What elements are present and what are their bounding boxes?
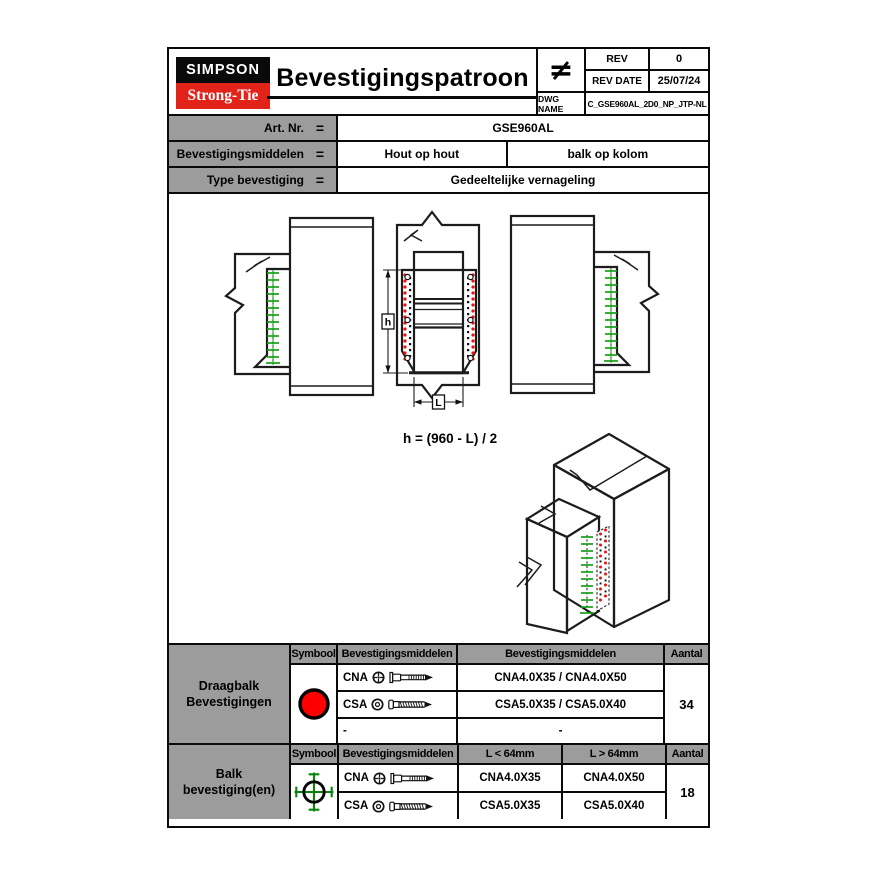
revision-block xyxy=(536,49,708,114)
balk-table xyxy=(169,743,708,819)
type-bevestiging-label: Type bevestiging xyxy=(206,173,304,187)
balk-op-kolom-value: balk op kolom xyxy=(506,142,708,166)
rev-date-label: REV DATE xyxy=(586,71,650,93)
logo-strongtie: Strong-Tie xyxy=(176,83,270,109)
dim-l-label: L xyxy=(435,396,442,409)
art-nr-label: Art. Nr. xyxy=(263,121,304,135)
csa-code-2: CSA xyxy=(344,800,369,812)
csa-code: CSA xyxy=(343,698,368,711)
bevestigingsmiddelen-header-2: Bevestigingsmiddelen xyxy=(458,645,663,665)
sheet-title-cell xyxy=(270,49,535,114)
aantal-header: Aantal xyxy=(665,645,708,665)
title-block xyxy=(169,49,708,116)
page-title: Bevestigingspatroon xyxy=(267,64,537,99)
screw-icon xyxy=(389,800,435,813)
nail-head-icon xyxy=(373,772,386,785)
cna-l-small: CNA4.0X35 xyxy=(459,765,561,793)
cna-fastener-row xyxy=(338,665,456,692)
balk-symbol-cell xyxy=(291,765,337,819)
draagbalk-row-label: Draagbalk Bevestigingen xyxy=(169,645,291,743)
info-row-art-nr xyxy=(169,116,708,142)
dim-h-label: h xyxy=(384,316,392,329)
rev-date-value: 25/07/24 xyxy=(650,71,708,93)
art-nr-value: GSE960AL xyxy=(492,121,554,135)
side-view-left xyxy=(224,216,390,398)
height-formula: h = (960 - L) / 2 xyxy=(403,431,498,446)
csa-fastener-row-2 xyxy=(339,793,457,819)
crosshair-icon xyxy=(291,769,337,815)
symbool-header: Symbool xyxy=(291,645,336,665)
iso-nail-strip xyxy=(597,526,609,611)
aantal-header-2: Aantal xyxy=(667,745,708,765)
drawing-area xyxy=(169,194,708,643)
red-circle-icon xyxy=(294,684,334,724)
simpson-strongtie-logo xyxy=(176,57,270,109)
dimension-l xyxy=(414,377,463,409)
isometric-view xyxy=(511,428,701,638)
dwg-name-value: C_GSE960AL_2D0_NP_JTP-NL xyxy=(587,98,707,109)
dimension-h xyxy=(382,270,408,373)
csa-fastener-row xyxy=(338,692,456,719)
draagbalk-table xyxy=(169,643,708,743)
equals-sign: = xyxy=(315,146,325,162)
front-view xyxy=(379,210,501,416)
screw-icon xyxy=(388,698,434,711)
dwg-name-label: DWG NAME xyxy=(538,93,586,114)
balk-aantal-value: 18 xyxy=(680,784,695,800)
equals-sign: = xyxy=(315,172,325,188)
rev-value: 0 xyxy=(650,49,708,71)
csa-l-large: CSA5.0X40 xyxy=(583,800,645,812)
rev-label: REV xyxy=(586,49,650,71)
bevestigingsmiddelen-header-3: Bevestigingsmiddelen xyxy=(339,745,457,765)
iso-screw-markers xyxy=(580,535,594,614)
not-equal-icon: ≠ xyxy=(538,49,586,93)
nail-head-icon xyxy=(372,671,385,684)
equals-sign: = xyxy=(315,120,325,136)
screw-head-icon xyxy=(371,698,384,711)
l-small-header: L < 64mm xyxy=(459,745,561,765)
drawing-sheet xyxy=(167,47,710,828)
csa-sizes: CSA5.0X35 / CSA5.0X40 xyxy=(458,692,663,719)
logo-simpson: SIMPSON xyxy=(176,57,270,83)
cna-code: CNA xyxy=(343,671,368,684)
l-large-header: L > 64mm xyxy=(563,745,665,765)
csa-l-small: CSA5.0X35 xyxy=(479,800,541,812)
side-view-right xyxy=(494,214,660,396)
draagbalk-aantal-value: 34 xyxy=(679,696,694,712)
info-row-type-bevestiging xyxy=(169,168,708,194)
cna-sizes: CNA4.0X35 / CNA4.0X50 xyxy=(458,665,663,692)
draagbalk-symbol-cell xyxy=(291,665,336,743)
info-row-bevestigingsmiddelen xyxy=(169,142,708,168)
symbool-header-2: Symbool xyxy=(291,745,337,765)
bevestigingsmiddelen-header: Bevestigingsmiddelen xyxy=(338,645,456,665)
balk-row-label: Balk bevestiging(en) xyxy=(169,745,291,819)
empty-fastener-row xyxy=(338,719,456,743)
ring-nail-icon xyxy=(390,772,436,785)
screw-head-icon xyxy=(372,800,385,813)
screw-markers xyxy=(266,270,280,365)
type-bevestiging-value: Gedeeltelijke vernageling xyxy=(450,173,596,187)
dash: - xyxy=(343,725,347,737)
cna-code-2: CNA xyxy=(344,772,369,784)
dash-value: - xyxy=(558,725,563,737)
cna-fastener-row-2 xyxy=(339,765,457,793)
hout-op-hout-value: Hout op hout xyxy=(384,147,460,161)
bevestigingsmiddelen-label: Bevestigingsmiddelen xyxy=(176,147,304,161)
cna-l-large: CNA4.0X50 xyxy=(563,765,665,793)
ring-nail-icon xyxy=(389,671,435,684)
